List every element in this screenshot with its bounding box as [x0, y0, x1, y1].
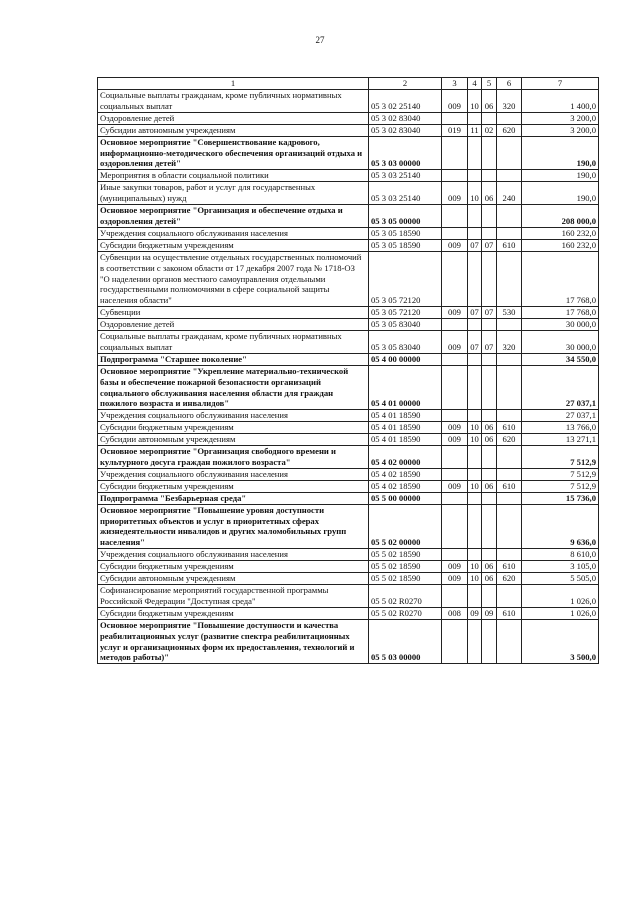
amount-cell: 7 512,9 [522, 480, 599, 492]
section-code-cell: 10 [468, 434, 482, 446]
expense-type-code-cell: 620 [497, 573, 522, 585]
table-row [98, 584, 599, 607]
item-name-cell: Подпрограмма "Безбарьерная среда" [98, 492, 369, 504]
subsection-code-cell: 09 [482, 607, 497, 619]
target-code-cell: 05 5 02 00000 [369, 504, 442, 549]
item-name-cell: Учреждения социального обслуживания населения [98, 410, 369, 422]
table-row [98, 239, 599, 251]
section-code-cell: 10 [468, 422, 482, 434]
section-code-cell [468, 468, 482, 480]
expense-type-code-cell: 320 [497, 331, 522, 354]
target-code-cell: 05 5 02 18590 [369, 549, 442, 561]
header-cell: 6 [497, 78, 522, 90]
item-name-cell: Субсидии бюджетным учреждениям [98, 239, 369, 251]
table-row [98, 124, 599, 136]
subsection-code-cell [482, 319, 497, 331]
ministry-code-cell: 009 [442, 239, 468, 251]
item-name-cell: Субсидии автономным учреждениям [98, 434, 369, 446]
header-cell: 1 [98, 78, 369, 90]
subsection-code-cell [482, 170, 497, 182]
section-code-cell [468, 584, 482, 607]
subsection-code-cell: 06 [482, 90, 497, 113]
target-code-cell: 05 3 03 00000 [369, 136, 442, 170]
expense-type-code-cell: 610 [497, 607, 522, 619]
ministry-code-cell [442, 365, 468, 410]
target-code-cell: 05 3 05 72120 [369, 307, 442, 319]
item-name-cell: Субсидии автономным учреждениям [98, 124, 369, 136]
table-body [98, 90, 599, 664]
expense-type-code-cell [497, 549, 522, 561]
target-code-cell: 05 3 05 18590 [369, 239, 442, 251]
ministry-code-cell: 008 [442, 607, 468, 619]
target-code-cell: 05 4 00 00000 [369, 353, 442, 365]
section-code-cell [468, 205, 482, 228]
target-code-cell: 05 4 02 18590 [369, 468, 442, 480]
subsection-code-cell [482, 446, 497, 469]
amount-cell: 30 000,0 [522, 331, 599, 354]
amount-cell: 3 500,0 [522, 619, 599, 664]
expense-type-code-cell [497, 365, 522, 410]
target-code-cell: 05 5 03 00000 [369, 619, 442, 664]
subsection-code-cell [482, 112, 497, 124]
section-code-cell [468, 410, 482, 422]
ministry-code-cell [442, 619, 468, 664]
expense-type-code-cell: 620 [497, 434, 522, 446]
section-code-cell: 10 [468, 90, 482, 113]
item-name-cell: Мероприятия в области социальной политики [98, 170, 369, 182]
ministry-code-cell: 009 [442, 573, 468, 585]
amount-cell: 30 000,0 [522, 319, 599, 331]
amount-cell: 3 105,0 [522, 561, 599, 573]
expense-type-code-cell [497, 205, 522, 228]
ministry-code-cell: 009 [442, 182, 468, 205]
table-row [98, 182, 599, 205]
expense-type-code-cell [497, 410, 522, 422]
table-row [98, 319, 599, 331]
table-row [98, 607, 599, 619]
ministry-code-cell [442, 446, 468, 469]
expense-type-code-cell [497, 468, 522, 480]
header-cell: 5 [482, 78, 497, 90]
subsection-code-cell [482, 504, 497, 549]
table-row [98, 90, 599, 113]
section-code-cell [468, 112, 482, 124]
expense-type-code-cell: 240 [497, 182, 522, 205]
item-name-cell: Софинансирование мероприятий государственной программы Российской Федерации "Доступная среда" [98, 584, 369, 607]
ministry-code-cell [442, 549, 468, 561]
ministry-code-cell [442, 353, 468, 365]
subsection-code-cell [482, 410, 497, 422]
section-code-cell [468, 319, 482, 331]
subsection-code-cell: 07 [482, 307, 497, 319]
subsection-code-cell [482, 251, 497, 307]
amount-cell: 3 200,0 [522, 124, 599, 136]
ministry-code-cell: 009 [442, 331, 468, 354]
table-row [98, 251, 599, 307]
expense-type-code-cell [497, 136, 522, 170]
item-name-cell: Оздоровление детей [98, 112, 369, 124]
table-row [98, 468, 599, 480]
item-name-cell: Субсидии автономным учреждениям [98, 573, 369, 585]
item-name-cell: Субсидии бюджетным учреждениям [98, 480, 369, 492]
expense-type-code-cell [497, 251, 522, 307]
item-name-cell: Социальные выплаты гражданам, кроме публичных нормативных социальных выплат [98, 331, 369, 354]
section-code-cell: 07 [468, 239, 482, 251]
target-code-cell: 05 5 02 18590 [369, 573, 442, 585]
subsection-code-cell [482, 353, 497, 365]
amount-cell: 7 512,9 [522, 446, 599, 469]
target-code-cell: 05 4 01 00000 [369, 365, 442, 410]
target-code-cell: 05 5 02 R0270 [369, 584, 442, 607]
table-row [98, 422, 599, 434]
target-code-cell: 05 5 02 R0270 [369, 607, 442, 619]
amount-cell: 190,0 [522, 136, 599, 170]
expense-type-code-cell [497, 504, 522, 549]
amount-cell: 1 026,0 [522, 607, 599, 619]
header-cell: 4 [468, 78, 482, 90]
section-code-cell: 10 [468, 573, 482, 585]
section-code-cell [468, 227, 482, 239]
amount-cell: 208 000,0 [522, 205, 599, 228]
section-code-cell [468, 504, 482, 549]
amount-cell: 15 736,0 [522, 492, 599, 504]
section-code-cell [468, 251, 482, 307]
ministry-code-cell [442, 227, 468, 239]
amount-cell: 27 037,1 [522, 410, 599, 422]
item-name-cell: Учреждения социального обслуживания населения [98, 468, 369, 480]
subsection-code-cell [482, 584, 497, 607]
item-name-cell: Основное мероприятие "Укрепление материально-технической базы и обеспечение пожарной безопасности организаций социального обслуживания населения области для граждан пожилого возраста и инвалидов" [98, 365, 369, 410]
expense-type-code-cell: 320 [497, 90, 522, 113]
section-code-cell: 10 [468, 561, 482, 573]
ministry-code-cell: 009 [442, 480, 468, 492]
table-row [98, 561, 599, 573]
amount-cell: 1 400,0 [522, 90, 599, 113]
expense-type-code-cell: 610 [497, 422, 522, 434]
item-name-cell: Основное мероприятие "Повышение доступности и качества реабилитационных услуг (развитие спектра реабилитационных услуг и организационных форм их предоставления, технологий и методов работы)" [98, 619, 369, 664]
target-code-cell: 05 3 03 25140 [369, 182, 442, 205]
section-code-cell: 07 [468, 307, 482, 319]
amount-cell: 17 768,0 [522, 307, 599, 319]
target-code-cell: 05 4 02 00000 [369, 446, 442, 469]
ministry-code-cell [442, 410, 468, 422]
amount-cell: 13 271,1 [522, 434, 599, 446]
section-code-cell [468, 353, 482, 365]
table-row [98, 573, 599, 585]
target-code-cell: 05 3 05 83040 [369, 331, 442, 354]
expense-type-code-cell [497, 584, 522, 607]
ministry-code-cell [442, 319, 468, 331]
subsection-code-cell: 07 [482, 239, 497, 251]
ministry-code-cell: 009 [442, 90, 468, 113]
section-code-cell [468, 446, 482, 469]
target-code-cell: 05 5 02 18590 [369, 561, 442, 573]
subsection-code-cell: 06 [482, 561, 497, 573]
target-code-cell: 05 3 05 72120 [369, 251, 442, 307]
target-code-cell: 05 4 02 18590 [369, 480, 442, 492]
ministry-code-cell [442, 584, 468, 607]
table-row [98, 136, 599, 170]
expense-type-code-cell [497, 227, 522, 239]
expense-type-code-cell [497, 492, 522, 504]
ministry-code-cell [442, 136, 468, 170]
ministry-code-cell [442, 170, 468, 182]
table-row [98, 331, 599, 354]
section-code-cell [468, 136, 482, 170]
item-name-cell: Подпрограмма "Старшее поколение" [98, 353, 369, 365]
header-cell: 2 [369, 78, 442, 90]
ministry-code-cell [442, 468, 468, 480]
header-row [98, 78, 599, 90]
subsection-code-cell [482, 365, 497, 410]
amount-cell: 7 512,9 [522, 468, 599, 480]
subsection-code-cell [482, 619, 497, 664]
page-number: 27 [315, 35, 325, 45]
table-row [98, 549, 599, 561]
expense-type-code-cell: 610 [497, 239, 522, 251]
amount-cell: 3 200,0 [522, 112, 599, 124]
table-row [98, 480, 599, 492]
target-code-cell: 05 3 02 83040 [369, 112, 442, 124]
target-code-cell: 05 3 05 00000 [369, 205, 442, 228]
expense-type-code-cell [497, 619, 522, 664]
item-name-cell: Социальные выплаты гражданам, кроме публичных нормативных социальных выплат [98, 90, 369, 113]
item-name-cell: Субсидии бюджетным учреждениям [98, 561, 369, 573]
item-name-cell: Субсидии бюджетным учреждениям [98, 422, 369, 434]
amount-cell: 27 037,1 [522, 365, 599, 410]
section-code-cell: 10 [468, 182, 482, 205]
expense-type-code-cell [497, 170, 522, 182]
subsection-code-cell [482, 227, 497, 239]
table-row [98, 410, 599, 422]
subsection-code-cell [482, 136, 497, 170]
expense-type-code-cell: 610 [497, 561, 522, 573]
amount-cell: 1 026,0 [522, 584, 599, 607]
subsection-code-cell [482, 549, 497, 561]
section-code-cell: 11 [468, 124, 482, 136]
target-code-cell: 05 4 01 18590 [369, 422, 442, 434]
amount-cell: 34 550,0 [522, 353, 599, 365]
item-name-cell: Учреждения социального обслуживания населения [98, 549, 369, 561]
item-name-cell: Основное мероприятие "Повышение уровня доступности приоритетных объектов и услуг в приоритетных сферах жизнедеятельности инвалидов и других маломобильных групп населения" [98, 504, 369, 549]
section-code-cell [468, 549, 482, 561]
ministry-code-cell [442, 112, 468, 124]
item-name-cell: Оздоровление детей [98, 319, 369, 331]
item-name-cell: Субвенции на осуществление отдельных государственных полномочий в соответствии с законом области от 17 декабря 2007 года № 1718-ОЗ "О наделении органов местного самоуправления отдельными государственными полномочиями в сфере социальной защиты населения области" [98, 251, 369, 307]
expense-type-code-cell [497, 319, 522, 331]
item-name-cell: Субвенции [98, 307, 369, 319]
subsection-code-cell [482, 468, 497, 480]
target-code-cell: 05 3 03 25140 [369, 170, 442, 182]
expense-type-code-cell: 620 [497, 124, 522, 136]
target-code-cell: 05 3 02 25140 [369, 90, 442, 113]
subsection-code-cell [482, 205, 497, 228]
item-name-cell: Учреждения социального обслуживания населения [98, 227, 369, 239]
subsection-code-cell: 07 [482, 331, 497, 354]
item-name-cell: Основное мероприятие "Совершенствование кадрового, информационно-методического обеспечения организаций отдыха и оздоровления детей" [98, 136, 369, 170]
amount-cell: 5 505,0 [522, 573, 599, 585]
target-code-cell: 05 4 01 18590 [369, 434, 442, 446]
ministry-code-cell: 009 [442, 422, 468, 434]
ministry-code-cell: 009 [442, 307, 468, 319]
amount-cell: 8 610,0 [522, 549, 599, 561]
section-code-cell: 09 [468, 607, 482, 619]
ministry-code-cell [442, 504, 468, 549]
table-row [98, 112, 599, 124]
table-row [98, 365, 599, 410]
section-code-cell [468, 170, 482, 182]
section-code-cell: 07 [468, 331, 482, 354]
table-row [98, 227, 599, 239]
table-row [98, 170, 599, 182]
item-name-cell: Иные закупки товаров, работ и услуг для государственных (муниципальных) нужд [98, 182, 369, 205]
subsection-code-cell: 06 [482, 434, 497, 446]
expense-type-code-cell [497, 446, 522, 469]
table-row [98, 504, 599, 549]
item-name-cell: Основное мероприятие "Организация свободного времени и культурного досуга граждан пожилого возраста" [98, 446, 369, 469]
budget-table [97, 77, 599, 664]
header-cell: 7 [522, 78, 599, 90]
amount-cell: 160 232,0 [522, 227, 599, 239]
expense-type-code-cell: 610 [497, 480, 522, 492]
table-row [98, 307, 599, 319]
amount-cell: 190,0 [522, 182, 599, 205]
expense-type-code-cell [497, 112, 522, 124]
subsection-code-cell [482, 492, 497, 504]
target-code-cell: 05 3 02 83040 [369, 124, 442, 136]
ministry-code-cell [442, 205, 468, 228]
target-code-cell: 05 5 00 00000 [369, 492, 442, 504]
amount-cell: 9 636,0 [522, 504, 599, 549]
table-row [98, 446, 599, 469]
section-code-cell [468, 365, 482, 410]
target-code-cell: 05 4 01 18590 [369, 410, 442, 422]
amount-cell: 190,0 [522, 170, 599, 182]
section-code-cell [468, 492, 482, 504]
header-cell: 3 [442, 78, 468, 90]
ministry-code-cell [442, 492, 468, 504]
table-row [98, 353, 599, 365]
table-row [98, 434, 599, 446]
amount-cell: 17 768,0 [522, 251, 599, 307]
subsection-code-cell: 06 [482, 480, 497, 492]
subsection-code-cell: 02 [482, 124, 497, 136]
subsection-code-cell: 06 [482, 573, 497, 585]
section-code-cell: 10 [468, 480, 482, 492]
ministry-code-cell: 019 [442, 124, 468, 136]
target-code-cell: 05 3 05 83040 [369, 319, 442, 331]
ministry-code-cell: 009 [442, 434, 468, 446]
section-code-cell [468, 619, 482, 664]
table-row [98, 619, 599, 664]
item-name-cell: Субсидии бюджетным учреждениям [98, 607, 369, 619]
item-name-cell: Основное мероприятие "Организация и обеспечение отдыха и оздоровления детей" [98, 205, 369, 228]
ministry-code-cell [442, 251, 468, 307]
amount-cell: 160 232,0 [522, 239, 599, 251]
subsection-code-cell: 06 [482, 182, 497, 205]
table-row [98, 492, 599, 504]
ministry-code-cell: 009 [442, 561, 468, 573]
expense-type-code-cell: 530 [497, 307, 522, 319]
expense-type-code-cell [497, 353, 522, 365]
subsection-code-cell: 06 [482, 422, 497, 434]
target-code-cell: 05 3 05 18590 [369, 227, 442, 239]
amount-cell: 13 766,0 [522, 422, 599, 434]
table-row [98, 205, 599, 228]
